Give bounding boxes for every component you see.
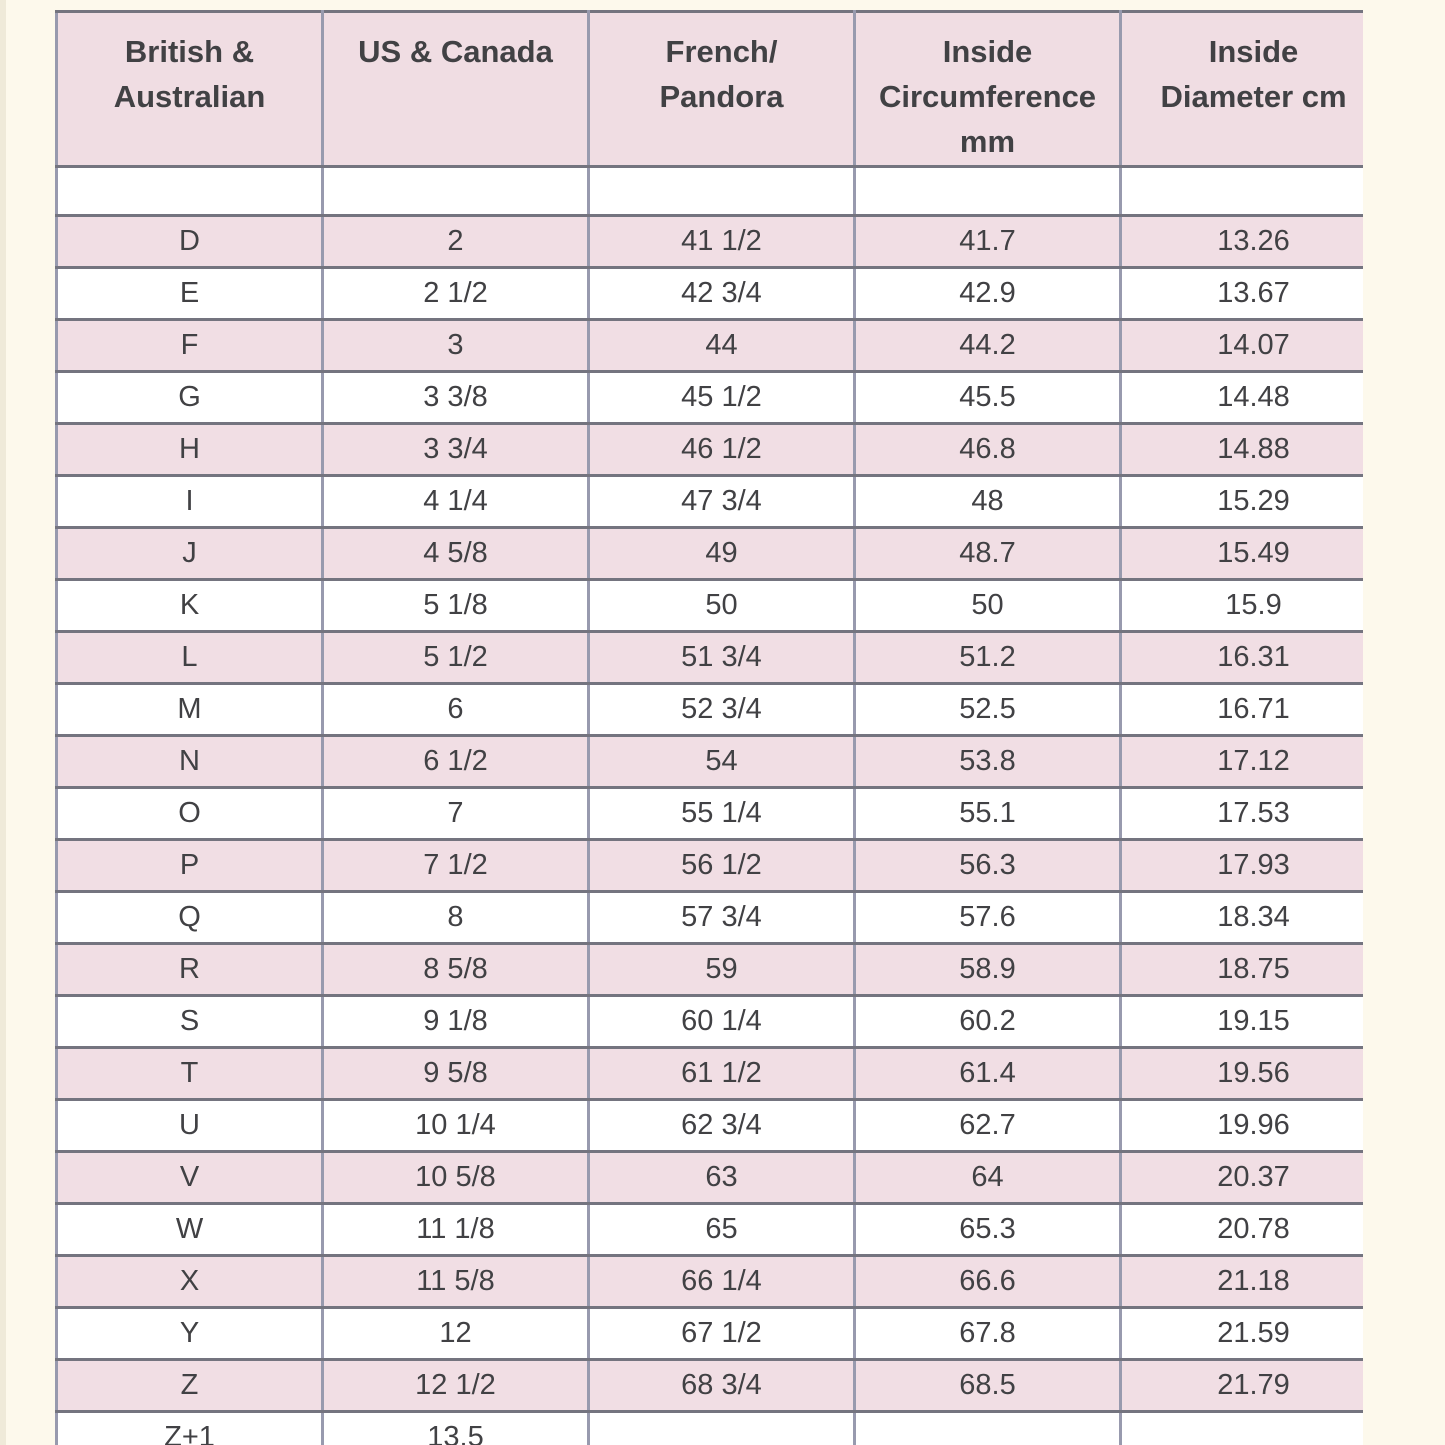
table-row <box>57 1048 1364 1100</box>
cell: O <box>57 788 323 840</box>
cell: 5 1/8 <box>323 580 589 632</box>
cell: 19.15 <box>1121 996 1364 1048</box>
header-line: mm <box>959 124 1016 159</box>
cell: 55 1/4 <box>589 788 855 840</box>
cell: 20.78 <box>1121 1204 1364 1256</box>
cell: 47 3/4 <box>589 476 855 528</box>
cell: J <box>57 528 323 580</box>
cell: 16.31 <box>1121 632 1364 684</box>
cell: W <box>57 1204 323 1256</box>
cell: 13.26 <box>1121 216 1364 268</box>
left-edge-shade <box>0 0 6 1445</box>
cell: 49 <box>589 528 855 580</box>
cell: 60.2 <box>855 996 1121 1048</box>
column-header-inside-circumference-mm <box>855 12 1121 167</box>
cell: 19.96 <box>1121 1100 1364 1152</box>
table-row <box>57 788 1364 840</box>
cell: 46.8 <box>855 424 1121 476</box>
cell: 62 3/4 <box>589 1100 855 1152</box>
cell: 45.5 <box>855 372 1121 424</box>
table-row <box>57 736 1364 788</box>
table-row <box>57 892 1364 944</box>
cell: V <box>57 1152 323 1204</box>
cell: 50 <box>855 580 1121 632</box>
header-line: Pandora <box>659 79 784 114</box>
cell: 62.7 <box>855 1100 1121 1152</box>
cell: 21.59 <box>1121 1308 1364 1360</box>
table-row <box>57 996 1364 1048</box>
table-row <box>57 372 1364 424</box>
cell: 15.29 <box>1121 476 1364 528</box>
cell <box>855 1412 1121 1445</box>
cell: 67.8 <box>855 1308 1121 1360</box>
cell: 50 <box>589 580 855 632</box>
cell: 56.3 <box>855 840 1121 892</box>
cell: 67 1/2 <box>589 1308 855 1360</box>
cell: 54 <box>589 736 855 788</box>
cell: 5 1/2 <box>323 632 589 684</box>
cell: 12 <box>323 1308 589 1360</box>
cell: 61.4 <box>855 1048 1121 1100</box>
cell: 52.5 <box>855 684 1121 736</box>
cell: 19.56 <box>1121 1048 1364 1100</box>
cell: 14.88 <box>1121 424 1364 476</box>
cell: P <box>57 840 323 892</box>
cell: 42 3/4 <box>589 268 855 320</box>
cell: 12 1/2 <box>323 1360 589 1412</box>
header-line: Circumference <box>878 79 1097 114</box>
table-row <box>57 1308 1364 1360</box>
cell: 4 5/8 <box>323 528 589 580</box>
cell: 66.6 <box>855 1256 1121 1308</box>
cell: 13.5 <box>323 1412 589 1445</box>
cell: 59 <box>589 944 855 996</box>
table-row <box>57 1412 1364 1445</box>
column-header-inside-diameter-cm <box>1121 12 1364 167</box>
cell: 17.93 <box>1121 840 1364 892</box>
table-body <box>57 167 1364 1445</box>
table-row <box>57 216 1364 268</box>
cell: D <box>57 216 323 268</box>
cell: 66 1/4 <box>589 1256 855 1308</box>
cell: I <box>57 476 323 528</box>
column-header-us-canada <box>323 12 589 167</box>
cell: 57.6 <box>855 892 1121 944</box>
spacer-row <box>57 167 1364 216</box>
cell: 11 1/8 <box>323 1204 589 1256</box>
header-line: Australian <box>113 79 266 114</box>
table-row <box>57 944 1364 996</box>
header-line: French/ <box>665 34 778 69</box>
cell: R <box>57 944 323 996</box>
table-row <box>57 580 1364 632</box>
cell: N <box>57 736 323 788</box>
cell: 58.9 <box>855 944 1121 996</box>
cell: G <box>57 372 323 424</box>
cell: 3 3/8 <box>323 372 589 424</box>
table-row <box>57 268 1364 320</box>
cell: E <box>57 268 323 320</box>
cell: 44 <box>589 320 855 372</box>
cell: Y <box>57 1308 323 1360</box>
cell: 68 3/4 <box>589 1360 855 1412</box>
cell: 2 1/2 <box>323 268 589 320</box>
cell: 52 3/4 <box>589 684 855 736</box>
spacer-cell <box>1121 167 1364 216</box>
cell: 8 <box>323 892 589 944</box>
header-line: US & Canada <box>358 34 553 69</box>
table-row <box>57 632 1364 684</box>
cell: 21.79 <box>1121 1360 1364 1412</box>
cell: 18.34 <box>1121 892 1364 944</box>
cell: H <box>57 424 323 476</box>
cell: 14.48 <box>1121 372 1364 424</box>
cell: 15.9 <box>1121 580 1364 632</box>
cell: 65.3 <box>855 1204 1121 1256</box>
cell: 21.18 <box>1121 1256 1364 1308</box>
cell: 2 <box>323 216 589 268</box>
cell: 17.53 <box>1121 788 1364 840</box>
cell: T <box>57 1048 323 1100</box>
cell: F <box>57 320 323 372</box>
cell: Q <box>57 892 323 944</box>
ring-size-table <box>55 10 1363 1445</box>
cell: 6 1/2 <box>323 736 589 788</box>
table-row <box>57 476 1364 528</box>
cell: Z <box>57 1360 323 1412</box>
cell: 10 5/8 <box>323 1152 589 1204</box>
cell: 9 5/8 <box>323 1048 589 1100</box>
table-row <box>57 528 1364 580</box>
cell: 56 1/2 <box>589 840 855 892</box>
header-line: British & <box>124 34 255 69</box>
table-container <box>55 10 1363 1445</box>
cell: 7 1/2 <box>323 840 589 892</box>
cell: 45 1/2 <box>589 372 855 424</box>
cell: 44.2 <box>855 320 1121 372</box>
cell: Z+1 <box>57 1412 323 1445</box>
table-row <box>57 1256 1364 1308</box>
table-row <box>57 1152 1364 1204</box>
cell: 3 3/4 <box>323 424 589 476</box>
cell: 46 1/2 <box>589 424 855 476</box>
cell: 60 1/4 <box>589 996 855 1048</box>
cell: 11 5/8 <box>323 1256 589 1308</box>
cell: 6 <box>323 684 589 736</box>
cell: 65 <box>589 1204 855 1256</box>
cell <box>1121 1412 1364 1445</box>
cell: 48.7 <box>855 528 1121 580</box>
cell: 41.7 <box>855 216 1121 268</box>
table-row <box>57 684 1364 736</box>
cell: M <box>57 684 323 736</box>
spacer-cell <box>589 167 855 216</box>
header-row <box>57 12 1364 167</box>
table-row <box>57 424 1364 476</box>
cell: 20.37 <box>1121 1152 1364 1204</box>
table-row <box>57 840 1364 892</box>
cell: 18.75 <box>1121 944 1364 996</box>
cell: 51 3/4 <box>589 632 855 684</box>
header-line: Inside <box>1208 34 1299 69</box>
cell: 55.1 <box>855 788 1121 840</box>
cell: 41 1/2 <box>589 216 855 268</box>
table-row <box>57 1204 1364 1256</box>
cell: L <box>57 632 323 684</box>
cell: 14.07 <box>1121 320 1364 372</box>
spacer-cell <box>57 167 323 216</box>
cell: 64 <box>855 1152 1121 1204</box>
cell: 15.49 <box>1121 528 1364 580</box>
spacer-cell <box>323 167 589 216</box>
cell: 3 <box>323 320 589 372</box>
cell: 48 <box>855 476 1121 528</box>
cell <box>589 1412 855 1445</box>
cell: 68.5 <box>855 1360 1121 1412</box>
cell: 8 5/8 <box>323 944 589 996</box>
spacer-cell <box>855 167 1121 216</box>
cell: 10 1/4 <box>323 1100 589 1152</box>
cell: 53.8 <box>855 736 1121 788</box>
cell: 63 <box>589 1152 855 1204</box>
column-header-british-australian <box>57 12 323 167</box>
table-row <box>57 320 1364 372</box>
cell: 61 1/2 <box>589 1048 855 1100</box>
cell: 42.9 <box>855 268 1121 320</box>
cell: 51.2 <box>855 632 1121 684</box>
column-header-french-pandora <box>589 12 855 167</box>
cell: 17.12 <box>1121 736 1364 788</box>
cell: U <box>57 1100 323 1152</box>
cell: 57 3/4 <box>589 892 855 944</box>
header-line: Diameter cm <box>1160 79 1347 114</box>
cell: 16.71 <box>1121 684 1364 736</box>
cell: K <box>57 580 323 632</box>
header-line: Inside <box>942 34 1033 69</box>
cell: 13.67 <box>1121 268 1364 320</box>
cell: 9 1/8 <box>323 996 589 1048</box>
cell: S <box>57 996 323 1048</box>
cell: 4 1/4 <box>323 476 589 528</box>
table-row <box>57 1100 1364 1152</box>
cell: 7 <box>323 788 589 840</box>
table-row <box>57 1360 1364 1412</box>
cell: X <box>57 1256 323 1308</box>
